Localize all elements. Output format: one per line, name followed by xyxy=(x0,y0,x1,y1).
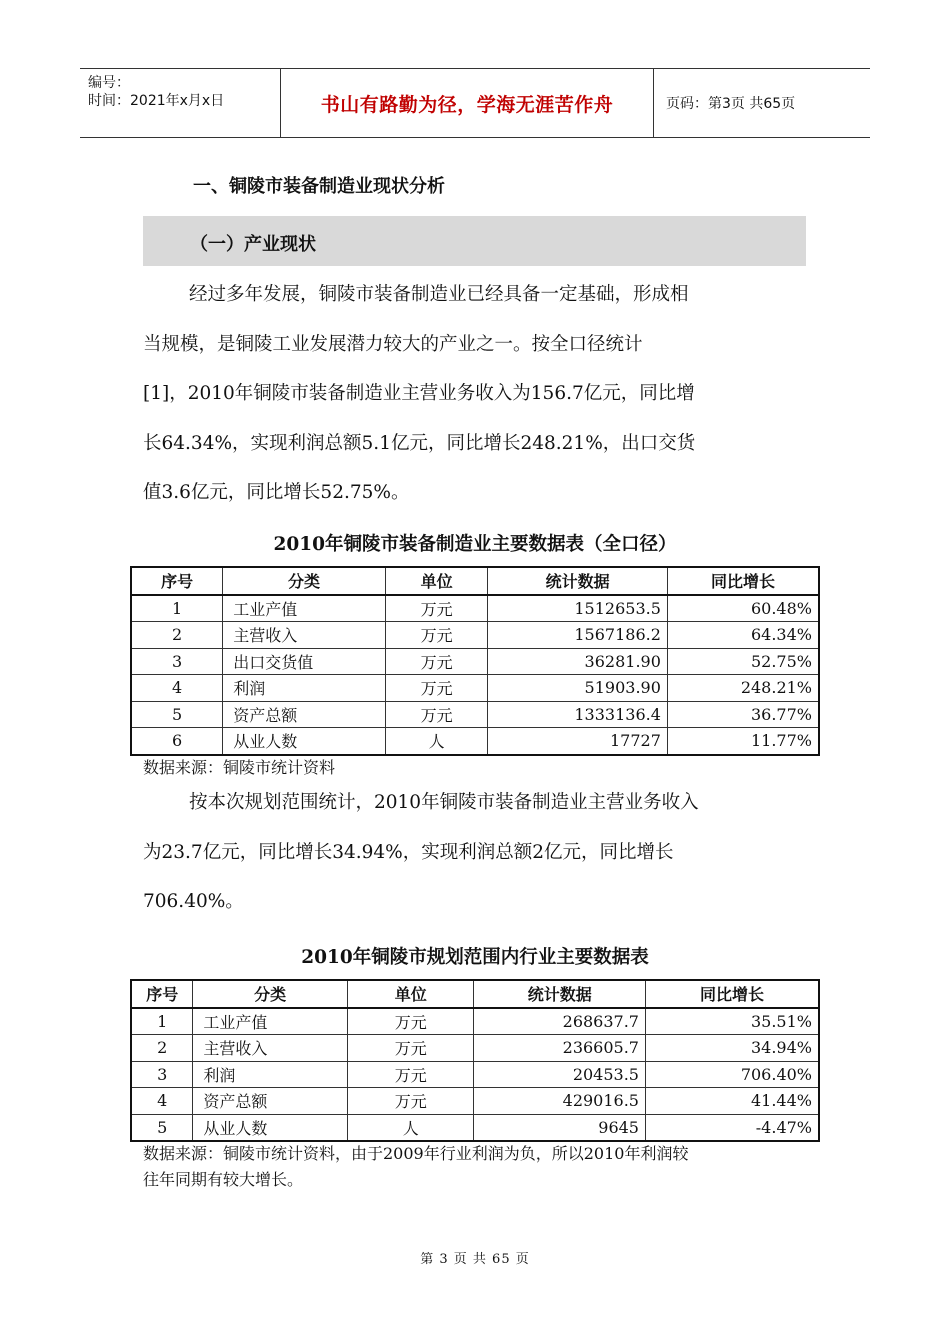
source-line: 往年同期有较大增长。 xyxy=(143,1170,304,1189)
paragraph-line: [1]，2010年铜陵市装备制造业主营业务收入为156.7亿元，同比增 xyxy=(143,383,695,404)
table-row xyxy=(131,595,819,622)
cell-index: 5 xyxy=(131,1114,193,1141)
cell-index: 6 xyxy=(131,728,223,755)
source-line: 数据来源：铜陵市统计资料，由于2009年行业利润为负，所以2010年利润较 xyxy=(143,1144,689,1163)
cell-value: 1567186.2 xyxy=(488,622,667,649)
cell-unit: 万元 xyxy=(347,1008,474,1035)
cell-category: 主营收入 xyxy=(193,1035,348,1062)
cell-growth: 248.21% xyxy=(667,675,819,702)
subsection-title: （一）产业现状 xyxy=(190,234,316,255)
paragraph-line: 当规模，是铜陵工业发展潜力较大的产业之一。按全口径统计 xyxy=(143,333,643,355)
table-row xyxy=(131,1061,819,1088)
cell-unit: 万元 xyxy=(347,1061,474,1088)
paragraph-line: 为23.7亿元，同比增长34.94%，实现利润总额2亿元，同比增长 xyxy=(143,841,674,863)
cell-value: 236605.7 xyxy=(474,1035,646,1062)
column-header: 统计数据 xyxy=(488,567,667,595)
cell-category: 从业人数 xyxy=(223,728,386,755)
cell-growth: 52.75% xyxy=(667,648,819,675)
motto: 书山有路勤为径，学海无涯苦作舟 xyxy=(320,93,614,116)
column-header: 单位 xyxy=(347,980,474,1008)
column-header: 同比增长 xyxy=(667,567,819,595)
cell-value: 9645 xyxy=(474,1114,646,1141)
cell-growth: 64.34% xyxy=(667,622,819,649)
paragraph-line: 长64.34%，实现利润总额5.1亿元，同比增长248.21%，出口交货 xyxy=(143,432,696,454)
header-motto-cell xyxy=(281,69,654,137)
cell-growth: 706.40% xyxy=(645,1061,819,1088)
page-footer: 第 3 页 共 65 页 xyxy=(420,1252,530,1267)
column-header: 序号 xyxy=(131,567,223,595)
cell-index: 3 xyxy=(131,648,223,675)
column-header: 分类 xyxy=(193,980,348,1008)
cell-growth: 34.94% xyxy=(645,1035,819,1062)
table1 xyxy=(130,566,820,756)
column-header: 分类 xyxy=(223,567,386,595)
cell-category: 利润 xyxy=(223,675,386,702)
cell-growth: 35.51% xyxy=(645,1008,819,1035)
cell-unit: 人 xyxy=(385,728,488,755)
cell-unit: 万元 xyxy=(385,701,488,728)
cell-index: 4 xyxy=(131,1088,193,1115)
header-meta-cell xyxy=(80,69,281,137)
page-number-label: 页码：第3页 共65页 xyxy=(666,96,796,112)
table2-title: 2010年铜陵市规划范围内行业主要数据表 xyxy=(301,947,649,968)
cell-unit: 万元 xyxy=(385,622,488,649)
cell-growth: 11.77% xyxy=(667,728,819,755)
paragraph-line: 值3.6亿元，同比增长52.75%。 xyxy=(143,482,410,503)
table1-title: 2010年铜陵市装备制造业主要数据表（全口径） xyxy=(273,534,677,555)
cell-growth: 36.77% xyxy=(667,701,819,728)
cell-value: 429016.5 xyxy=(474,1088,646,1115)
table2-source xyxy=(143,1141,813,1193)
table-row xyxy=(131,675,819,702)
cell-growth: 41.44% xyxy=(645,1088,819,1115)
cell-value: 36281.90 xyxy=(488,648,667,675)
cell-unit: 万元 xyxy=(385,595,488,622)
column-header: 序号 xyxy=(131,980,193,1008)
cell-category: 工业产值 xyxy=(223,595,386,622)
cell-category: 资产总额 xyxy=(193,1088,348,1115)
cell-unit: 万元 xyxy=(385,648,488,675)
cell-growth: -4.47% xyxy=(645,1114,819,1141)
column-header: 统计数据 xyxy=(474,980,646,1008)
cell-category: 利润 xyxy=(193,1061,348,1088)
cell-index: 3 xyxy=(131,1061,193,1088)
table-row xyxy=(131,1114,819,1141)
cell-value: 268637.7 xyxy=(474,1008,646,1035)
paragraph-line: 经过多年发展，铜陵市装备制造业已经具备一定基础，形成相 xyxy=(189,284,689,305)
table-header-row xyxy=(131,980,819,1008)
paragraph-line: 按本次规划范围统计，2010年铜陵市装备制造业主营业务收入 xyxy=(189,792,699,813)
code-label: 编号： xyxy=(88,75,130,91)
cell-unit: 万元 xyxy=(347,1035,474,1062)
time-label: 时间：2021年x月x日 xyxy=(88,93,225,109)
cell-index: 1 xyxy=(131,1008,193,1035)
page-header xyxy=(80,68,870,138)
cell-index: 2 xyxy=(131,1035,193,1062)
table2 xyxy=(130,979,820,1142)
cell-index: 5 xyxy=(131,701,223,728)
cell-value: 1333136.4 xyxy=(488,701,667,728)
cell-category: 主营收入 xyxy=(223,622,386,649)
cell-value: 1512653.5 xyxy=(488,595,667,622)
cell-value: 20453.5 xyxy=(474,1061,646,1088)
table-row xyxy=(131,648,819,675)
cell-unit: 万元 xyxy=(385,675,488,702)
header-page-cell xyxy=(654,69,870,137)
cell-category: 从业人数 xyxy=(193,1114,348,1141)
table1-source: 数据来源：铜陵市统计资料 xyxy=(143,758,336,777)
paragraph-1 xyxy=(143,270,808,518)
cell-value: 51903.90 xyxy=(488,675,667,702)
table-row xyxy=(131,622,819,649)
table-row xyxy=(131,1008,819,1035)
cell-category: 资产总额 xyxy=(223,701,386,728)
section-title: 一、铜陵市装备制造业现状分析 xyxy=(193,176,445,197)
cell-index: 4 xyxy=(131,675,223,702)
column-header: 同比增长 xyxy=(645,980,819,1008)
paragraph-line: 706.40%。 xyxy=(143,891,244,912)
table-row xyxy=(131,1035,819,1062)
cell-unit: 万元 xyxy=(347,1088,474,1115)
paragraph-2 xyxy=(143,778,808,927)
cell-value: 17727 xyxy=(488,728,667,755)
cell-index: 1 xyxy=(131,595,223,622)
table-row xyxy=(131,1088,819,1115)
cell-growth: 60.48% xyxy=(667,595,819,622)
table-header-row xyxy=(131,567,819,595)
cell-category: 出口交货值 xyxy=(223,648,386,675)
table-row xyxy=(131,728,819,755)
table-row xyxy=(131,701,819,728)
column-header: 单位 xyxy=(385,567,488,595)
cell-unit: 人 xyxy=(347,1114,474,1141)
cell-index: 2 xyxy=(131,622,223,649)
cell-category: 工业产值 xyxy=(193,1008,348,1035)
